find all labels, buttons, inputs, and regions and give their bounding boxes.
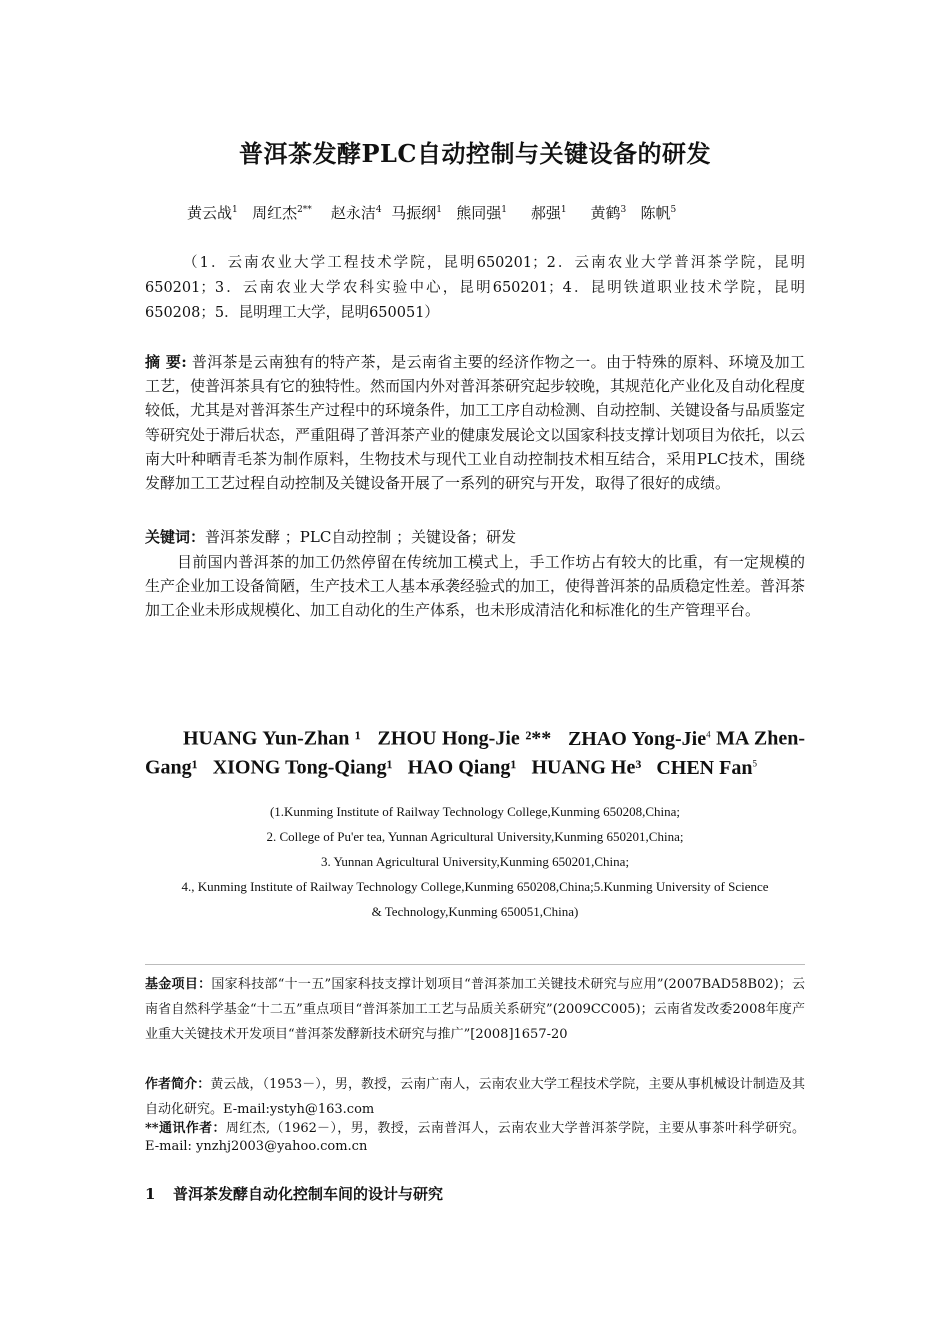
author-en: ZHAO Yong-Jie$^4$ (567, 727, 711, 750)
bio-label: 作者简介： (145, 1077, 211, 1092)
intro-paragraph: 目前国内普洱茶的加工仍然停留在传统加工模式上，手工作坊占有较大的比重，有一定规模的生产企业加工设备简陋，生产技术工人基本承袭经验式的加工，使得普洱茶的品质稳定性差。普洱茶加工企业未形成规模化、加工自动化的生产体系，也未形成清洁化和标准化的生产管理平台。 (145, 553, 806, 620)
affiliation-line: (1.Kunming Institute of Railway Technology College,Kunming 650208,China; (269, 804, 681, 819)
corresponding-label: **通讯作者： (145, 1121, 226, 1136)
author-cn: 马振纲$^1$ (391, 204, 442, 222)
author-en: HAO Qiang¹ (407, 756, 517, 779)
bio-text: 黄云战，（1953－），男，教授，云南广南人，云南农业大学工程技术学院，主要从事机械设计制造及其自动化研究。E-mail:ystyh@163.com (145, 1077, 805, 1117)
author-cn: 熊同强$^1$ (456, 204, 507, 222)
corresponding-text: 周红杰,（1962－），男，教授，云南普洱人，云南农业大学普洱茶学院，主要从事茶叶科学研究。 E-mail: ynzhj2003@yahoo.com.cn (145, 1121, 805, 1154)
author-cn: 郝强$^1$ (530, 204, 567, 222)
abstract-label: 摘 要: (145, 353, 187, 371)
section-number: 1 (145, 1185, 156, 1203)
author-list-en (145, 722, 805, 780)
author-en: HUANG He³ (531, 756, 642, 779)
author-cn: 赵永洁$^4$ (330, 204, 382, 222)
affiliation-line: 3. Yunnan Agricultural University,Kunming 650201,China; (320, 854, 630, 869)
affiliation-line: & Technology,Kunming 650051,China) (371, 904, 579, 919)
affiliations-cn: （1．云南农业大学工程技术学院，昆明650201；2．云南农业大学普洱茶学院，昆明650201；3．云南农业大学农科实验中心，昆明650201；4．昆明铁道职业技术学院，昆明650208；5．昆明理工大学，昆明650051） (145, 255, 805, 321)
section-heading (145, 1183, 443, 1204)
keywords-label: 关键词： (145, 528, 206, 546)
affiliations-en (145, 799, 805, 924)
author-cn: 陈帆$^5$ (640, 204, 677, 222)
abstract (145, 350, 805, 495)
author-en: CHEN Fan$^5$ (656, 756, 757, 779)
paper-title: 普洱茶发酵PLC自动控制与关键设备的研发 (238, 139, 712, 168)
affiliation-line: 4., Kunming Institute of Railway Technology College,Kunming 650208,China;5.Kunming University of Science (181, 879, 769, 894)
affiliation-line: 2. College of Pu'er tea, Yunnan Agricultural University,Kunming 650201,China; (266, 829, 684, 844)
section-title: 普洱茶发酵自动化控制车间的设计与研究 (173, 1185, 444, 1203)
author-en: ZHOU Hong-Jie ²** (377, 727, 552, 750)
funding-text: 国家科技部“十一五”国家科技支撑计划项目“普洱茶加工关键技术研究与应用”(2007BAD58B02)；云南省自然科学基金“十二五”重点项目“普洱茶加工工艺与品质关系研究”(2009CC005)；云南省发改委2008年度产业重大关键技术开发项目“普洱茶发酵新技术研究与推广”[2008]1657-20 (145, 977, 805, 1042)
funding-label: 基金项目： (145, 977, 212, 992)
keywords (145, 525, 805, 549)
funding-note (145, 972, 805, 1047)
author-cn: 周红杰$^{2**}$ (252, 204, 312, 222)
keywords-text: 普洱茶发酵 ；PLC自动控制 ；关键设备；研发 (205, 528, 517, 546)
author-en: HUANG Yun-Zhan ¹ (183, 727, 361, 750)
abstract-text: 普洱茶是云南独有的特产茶，是云南省主要的经济作物之一。由于特殊的原料、环境及加工工艺，使普洱茶具有它的独特性。然而国内外对普洱茶研究起步较晚，其规范化产业化及自动化程度较低，尤其是对普洱茶生产过程中的环境条件，加工工序自动检测、自动控制、关键设备与品质鉴定等研究处于滞后状态，严重阻碍了普洱茶产业的健康发展论文以国家科技支撑计划项目为依托，以云南大叶种晒青毛茶为制作原料，生物技术与现代工业自动控制技术相互结合，采用PLC技术，围绕发酵加工工艺过程自动控制及关键设备开展了一系列的研究与开发，取得了很好的成绩。 (145, 353, 806, 493)
author-bio (145, 1072, 805, 1122)
footnote-divider (145, 964, 805, 965)
author-en: XIONG Tong-Qiang¹ (212, 756, 393, 779)
author-cn: 黄云战$^1$ (187, 204, 238, 222)
author-cn: 黄鹤$^3$ (590, 204, 627, 222)
corresponding-author (145, 1120, 805, 1156)
author-list-cn (187, 202, 676, 223)
author-en: MA Zhen-Gang¹ (145, 727, 806, 779)
